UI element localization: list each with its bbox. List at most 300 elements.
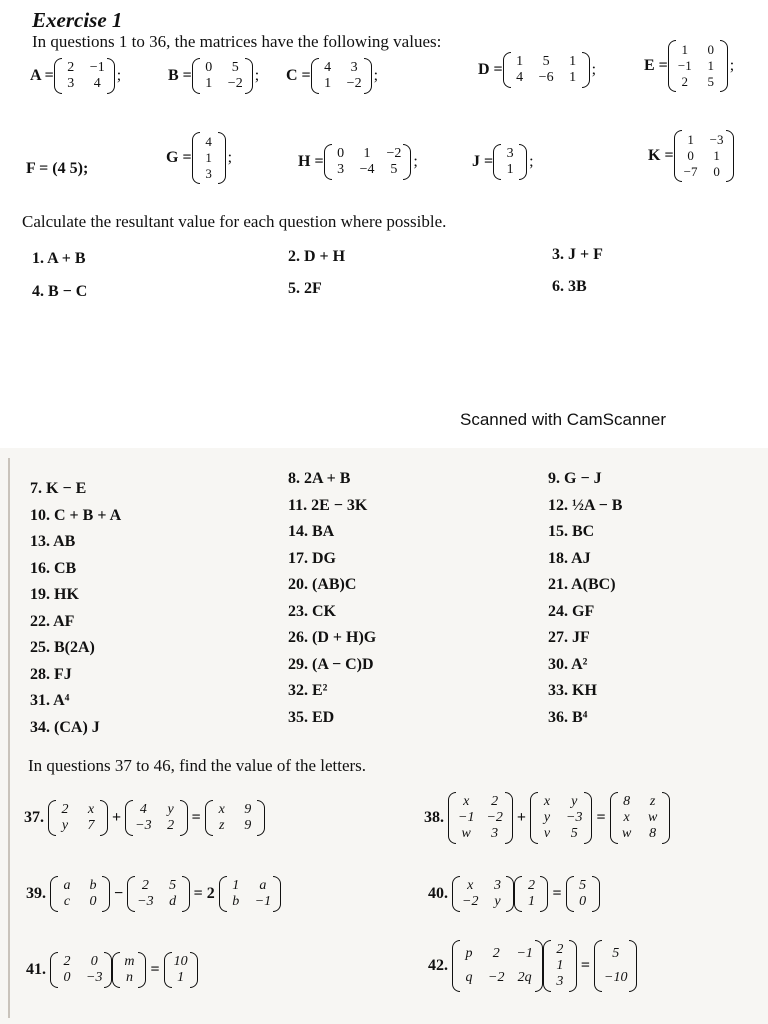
bracket-right [720,40,728,92]
matrix-entry: 1 [205,150,212,165]
matrix-cells [135,876,181,912]
matrix-entry: z [649,794,656,809]
bracket-left [452,876,460,912]
matrix-entry: y [61,818,69,833]
matrix-entry: n [125,970,133,985]
matrix-entry: y [494,894,501,909]
matrix-entry: 3 [491,826,499,841]
question-1: 1. A + B [32,250,86,267]
bracket-right [519,144,527,180]
matrix-entry: 1 [324,76,332,91]
equals-sign: = [580,957,591,974]
matrix-label: G = [166,149,192,166]
equals-sign: = [552,885,562,902]
bracket-left [48,800,56,836]
bracket-right [403,144,411,180]
question-30: 30. A² [548,655,588,673]
matrix-entry: d [169,894,177,909]
matrix-entry: 9 [244,818,252,833]
matrix-label: A = [30,67,54,84]
matrix-label: K = [648,147,674,164]
exercise-title: Exercise 1 [32,8,123,32]
equals-sign: = [596,809,606,826]
bracket-left [164,952,172,988]
matrix [448,792,513,844]
matrix [205,800,265,836]
matrix-entry: 2 [141,878,149,893]
bracket-left [514,876,522,912]
bracket-left [192,58,200,94]
matrix-cells [62,58,107,94]
matrix-entry: 3 [350,60,358,75]
question-22: 22. AF [30,612,75,630]
matrix-cells [58,876,102,912]
matrix-cells [602,940,629,992]
matrix-entry: 4 [139,802,147,817]
bracket-right [582,52,590,88]
matrix-entry: 5 [231,60,239,75]
matrix-entry: 3 [205,166,212,181]
question-25: 25. B(2A) [30,639,95,656]
equals-sign: = 2 [193,885,215,902]
matrix-entry: 1 [569,54,577,69]
question-20: 20. (AB)C [288,576,357,593]
matrix-entry: −1 [458,810,475,825]
question-15: 15. BC [548,523,595,540]
matrix-entry: x [623,810,630,825]
equals-sign: = [150,961,160,978]
equation-42 [424,940,637,992]
matrix-D [503,52,590,88]
intro-text: In questions 1 to 36, the matrices have the following values: [32,32,442,51]
matrix-entry: 3 [337,162,345,177]
equation-number: 38. [424,809,444,826]
matrix-entry: 8 [623,794,631,809]
matrix-entry: 0 [687,148,694,163]
matrix-entry: 1 [363,146,371,161]
matrix-D-def: D = 1 5 1 4 −6 1 ; [478,52,596,88]
matrix-label: D = [478,61,503,78]
question-11: 11. 2E − 3K [288,496,368,514]
matrix-entry: m [124,954,135,969]
matrix-entry: 1 [527,894,535,909]
bracket-left [324,144,332,180]
matrix [543,940,577,992]
matrix-entry: 5 [390,162,398,177]
question-31: 31. A⁴ [30,692,70,709]
matrix-entry: 0 [337,146,345,161]
matrix-entry: 1 [707,58,715,73]
bracket-right [218,132,226,184]
matrix-B-def: B = 0 5 1 −2 ; [168,58,259,94]
matrix-label: E = [644,57,668,74]
matrix-cells [551,940,569,992]
bracket-right [104,952,112,988]
matrix-entry: 2 [61,802,69,817]
matrix-entry: −3 [566,810,583,825]
question-26: 26. (D + H)G [288,629,377,646]
matrix-entry: 4 [516,70,524,85]
bracket-right [592,876,600,912]
question-8: 8. 2A + B [288,470,351,487]
equation-41 [22,952,198,988]
matrix-entry: −2 [386,146,402,161]
matrix-entry: 0 [205,60,213,75]
question-13: 13. AB [30,533,76,550]
bracket-right [540,876,548,912]
matrix-entry: 2 [492,946,500,961]
matrix-entry: 5 [169,878,177,893]
matrix-label: C = [286,67,311,84]
matrix-J [493,144,527,180]
matrix-entry: 1 [681,42,689,57]
bracket-right [569,940,577,992]
question-5: 5. 2F [288,280,322,297]
matrix-G [192,132,226,184]
matrix-entry: 7 [87,818,95,833]
bracket-right [535,940,543,992]
bracket-right [505,792,513,844]
equals-sign: = [191,809,201,826]
matrix-entry: 3 [506,146,514,161]
matrix-entry: 1 [232,878,240,893]
matrix-entry: 2 [491,794,499,809]
matrix-cells [56,800,100,836]
question-36: 36. B⁴ [548,708,588,726]
matrix-entry: 0 [89,894,97,909]
operator: + [112,809,122,826]
question-34: 34. (CA) J [30,718,100,736]
matrix [112,952,146,988]
matrix-A-def: A = 2 −1 3 4 ; [30,58,121,94]
matrix [219,876,281,912]
matrix-cells [460,940,535,992]
matrix-entry: 1 [569,70,577,85]
bracket-right [107,58,115,94]
matrix-entry: −1 [89,60,105,75]
bracket-left [127,876,135,912]
matrix-entry: 1 [177,970,185,985]
matrix-cells [120,952,138,988]
matrix-C-def: C = 4 3 1 −2 ; [286,58,378,94]
scanned-page [0,448,768,1024]
page-edge-line [8,458,10,1018]
matrix-entry: 10 [173,954,188,969]
bracket-left [448,792,456,844]
question-21: 21. A(BC) [548,576,616,593]
matrix-entry: −1 [254,894,272,909]
bracket-left [610,792,618,844]
bracket-left [493,144,501,180]
question-18: 18. AJ [548,549,591,567]
bracket-right [182,876,190,912]
matrix-entry: w [647,810,658,825]
matrix-cells [501,144,519,180]
bracket-left [125,800,133,836]
matrix-entry: −10 [604,970,628,985]
bracket-left [452,940,460,992]
matrix-E-def: E = 1 0 −1 1 2 5 ; [644,40,734,92]
matrix-entry: −3 [709,132,724,147]
matrix-entry: 2q [517,970,532,985]
matrix-entry: −3 [86,970,103,985]
question-3: 3. J + F [552,246,603,263]
matrix-label: J = [472,153,494,170]
matrix-cells [227,876,273,912]
matrix-entry: b [89,878,97,893]
question-33: 33. KH [548,682,597,699]
matrix-entry: 0 [579,894,587,909]
bracket-left [311,58,319,94]
matrix-cells [456,792,505,844]
matrix-entry: 1 [556,958,564,973]
question-7: 7. K − E [30,480,87,497]
matrix-cells [676,40,720,92]
matrix [125,800,187,836]
matrix-entry: 5 [707,74,715,89]
operator: − [114,885,124,902]
matrix-entry: 5 [612,946,620,961]
operator: + [516,809,527,826]
matrix-G-def: G = 4 1 3 ; [166,132,232,184]
bracket-right [180,800,188,836]
question-4: 4. B − C [32,283,88,300]
matrix-entry: 1 [516,54,524,69]
question-14: 14. BA [288,523,335,540]
matrix-cells [460,876,506,912]
question-19: 19. HK [30,586,79,603]
matrix-entry: −3 [137,894,154,909]
bracket-right [726,130,734,182]
matrix [48,800,108,836]
matrix-entry: 3 [556,974,564,989]
matrix-entry: −1 [516,946,533,961]
bracket-right [245,58,253,94]
equation-37 [20,800,265,836]
matrix-entry: 1 [205,76,213,91]
bracket-right [138,952,146,988]
matrix-cells [213,800,257,836]
bracket-right [506,876,514,912]
matrix-entry: q [465,970,473,985]
matrix-H-def: H = 0 1 −2 3 −4 5 ; [298,144,418,180]
matrix [164,952,198,988]
question-16: 16. CB [30,559,77,577]
matrix-entry: 5 [579,878,587,893]
matrix-B [192,58,253,94]
bracket-left [566,876,574,912]
matrix-cells [574,876,592,912]
matrix-K-def [648,130,734,182]
bracket-right [364,58,372,94]
matrix-entry: w [621,826,632,841]
matrix-entry: 4 [324,60,332,75]
bracket-left [668,40,676,92]
matrix-cells [133,800,179,836]
bracket-left [54,58,62,94]
question-29: 29. (A − C)D [288,655,374,673]
matrix-E [668,40,728,92]
matrix-entry: −2 [462,894,479,909]
equation-38 [420,792,670,844]
matrix [610,792,670,844]
question-23: 23. CK [288,602,336,620]
bracket-right [102,876,110,912]
matrix [594,940,637,992]
matrix-cells [538,792,584,844]
bracket-right [629,940,637,992]
bracket-right [257,800,265,836]
matrix-J-def: J = 3 1 ; [472,144,534,180]
matrix-entry: 1 [713,148,720,163]
bracket-left [594,940,602,992]
matrix-K [674,130,734,182]
bracket-right [273,876,281,912]
bracket-left [530,792,538,844]
matrix-entry: a [63,878,71,893]
matrix-entry: x [87,802,95,817]
matrix-entry: 2 [556,942,564,957]
matrix-cells [200,132,218,184]
matrix-cells [58,952,104,988]
matrix [452,876,514,912]
matrix [514,876,548,912]
equation-number: 42. [428,957,448,974]
matrix-entry: b [232,894,240,909]
matrix-cells [319,58,364,94]
bracket-left [112,952,120,988]
question-32: 32. E² [288,682,328,699]
matrix-label: B = [168,67,192,84]
bracket-right [584,792,592,844]
matrix-cells [522,876,540,912]
matrix-H [324,144,412,180]
matrix-entry: y [571,794,578,809]
matrix-cells [682,130,726,182]
matrix-entry: 8 [649,826,657,841]
equation-40 [424,876,600,912]
matrix-entry: −2 [346,76,362,91]
matrix-entry: x [463,794,470,809]
matrix-entry: c [63,894,71,909]
matrix [566,876,600,912]
matrix-F-def: F = (4 5); [26,160,89,177]
matrix-entry: −2 [227,76,243,91]
matrix [50,952,112,988]
bracket-right [100,800,108,836]
matrix [452,940,543,992]
matrix-cells [511,52,582,88]
matrix [127,876,189,912]
matrix-entry: y [543,810,551,825]
question-2: 2. D + H [288,248,346,265]
matrix-entry: z [218,818,225,833]
matrix-entry: x [218,802,225,817]
matrix-entry: 5 [542,54,550,69]
matrix-entry: x [467,878,474,893]
matrix-entry: 3 [493,878,501,893]
bracket-left [205,800,213,836]
matrix-entry: 0 [90,954,98,969]
question-35: 35. ED [288,708,335,726]
matrix-entry: x [543,794,551,809]
question-28: 28. FJ [30,665,72,683]
question-6: 6. 3B [552,278,587,295]
matrix-entry: 9 [244,802,252,817]
question-24: 24. GF [548,602,595,620]
matrix [530,792,592,844]
matrix-entry: 2 [681,74,689,89]
matrix-entry: p [465,946,473,961]
matrix-entry: −3 [135,818,152,833]
bracket-right [190,952,198,988]
equation-number: 37. [24,809,44,826]
instructions-text: Calculate the resultant value for each question where possible. [22,212,447,231]
matrix-A [54,58,115,94]
matrix-entry: v [543,826,551,841]
matrix [50,876,110,912]
question-9: 9. G − J [548,470,602,487]
bracket-left [503,52,511,88]
question-10: 10. C + B + A [30,506,122,524]
bracket-left [674,130,682,182]
matrix-entry: 1 [687,132,694,147]
matrix-entry: 2 [67,60,75,75]
matrix-entry: 5 [570,826,578,841]
bracket-right [662,792,670,844]
matrix-C [311,58,372,94]
matrix-entry: −1 [677,58,692,73]
matrix-entry: 2 [63,954,71,969]
matrix-entry: a [259,878,267,893]
equation-number: 39. [26,885,46,902]
question-17: 17. DG [288,549,336,567]
matrix-entry: 0 [63,970,71,985]
matrix-entry: 4 [205,134,212,149]
matrix-entry: y [167,802,174,817]
bracket-left [543,940,551,992]
matrix-cells [172,952,190,988]
matrix-entry: 0 [713,164,720,179]
bracket-left [219,876,227,912]
equation-number: 41. [26,961,46,978]
question-12: 12. ½A − B [548,496,623,514]
matrix-cells [332,144,404,180]
matrix-entry: −2 [486,810,503,825]
matrix-entry: −2 [488,970,505,985]
matrix-entry: 4 [93,76,101,91]
equation-number: 40. [428,885,448,902]
matrix-cells [200,58,245,94]
matrix-entry: −4 [359,162,375,177]
matrix-entry: 2 [167,818,175,833]
matrix-entry: 2 [527,878,535,893]
bracket-left [192,132,200,184]
matrix-entry: w [461,826,471,841]
scanner-watermark: Scanned with CamScanner [460,410,667,429]
equation-39 [22,876,281,912]
bracket-left [50,952,58,988]
question-27: 27. JF [548,629,590,646]
matrix-cells [618,792,662,844]
matrix-entry: 3 [67,76,75,91]
matrix-entry: 1 [506,162,514,177]
matrix-entry: 0 [707,42,715,57]
bracket-left [50,876,58,912]
matrix-label: H = [298,153,324,170]
matrix-entry: −7 [683,164,698,179]
section-instructions: In questions 37 to 46, find the value of the letters. [28,756,367,775]
